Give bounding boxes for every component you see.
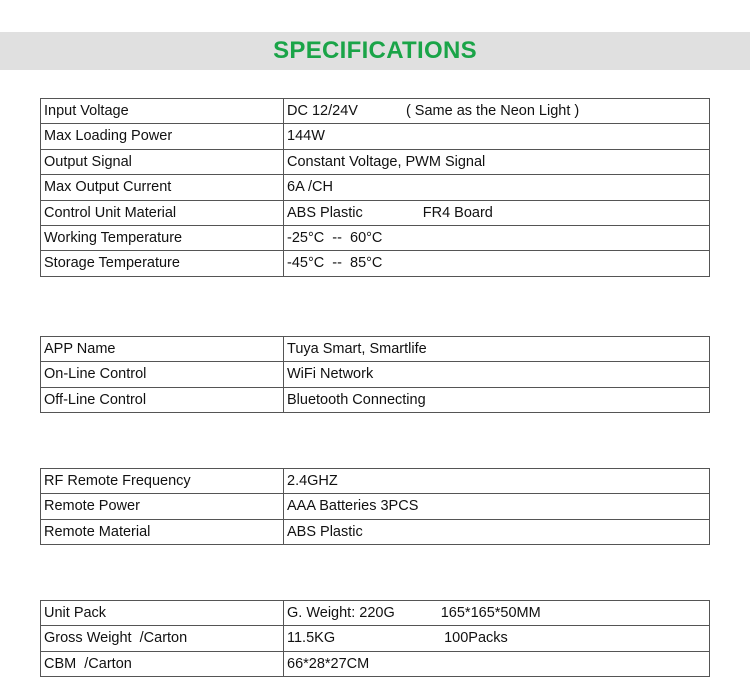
table-row [41,494,710,519]
table-row [41,626,710,651]
spec-label: RF Remote Frequency [41,469,284,494]
spec-value: 11.5KG [287,630,336,647]
page-title: SPECIFICATIONS [273,37,477,64]
table-row [41,99,710,124]
table-row [41,251,710,276]
spec-value: Tuya Smart, Smartlife [284,337,710,362]
spec-label: Input Voltage [41,99,284,124]
spec-value: Bluetooth Connecting [284,387,710,412]
table-row [41,175,710,200]
spec-value: -25°C -- 60°C [284,225,710,250]
table-row [41,200,710,225]
spec-label: Max Loading Power [41,124,284,149]
spec-value: Constant Voltage, PWM Signal [284,149,710,174]
spec-label: Control Unit Material [41,200,284,225]
table-row [41,124,710,149]
table-row [41,337,710,362]
spec-label: Working Temperature [41,225,284,250]
spec-label: Max Output Current [41,175,284,200]
spec-value-secondary: ( Same as the Neon Light ) [405,102,580,119]
spec-label: APP Name [41,337,284,362]
table-row [41,519,710,544]
spec-value: DC 12/24V [287,102,358,119]
spec-label: Remote Power [41,494,284,519]
table-row [41,362,710,387]
spec-value: 144W [284,124,710,149]
spec-value-cell [284,601,710,626]
spec-label: Output Signal [41,149,284,174]
spec-value-secondary: 100Packs [444,630,508,647]
spec-value: G. Weight: 220G [287,604,395,621]
spec-label: Remote Material [41,519,284,544]
spec-value-cell [284,99,710,124]
spec-value: 66*28*27CM [284,651,710,676]
packing-spec-table [40,600,710,677]
spec-value-secondary: 165*165*50MM [440,604,541,621]
table-row [41,651,710,676]
spec-value: ABS Plastic [287,204,363,221]
app-control-table [40,336,710,413]
electrical-spec-table [40,98,710,277]
spec-value: 6A /CH [284,175,710,200]
spec-label: Off-Line Control [41,387,284,412]
spec-label: On-Line Control [41,362,284,387]
spec-value: AAA Batteries 3PCS [284,494,710,519]
spec-value-secondary: FR4 Board [422,204,493,221]
header-bar [0,32,750,70]
spec-value: -45°C -- 85°C [284,251,710,276]
spec-label: CBM /Carton [41,651,284,676]
spec-value-cell [284,200,710,225]
spec-value: WiFi Network [284,362,710,387]
spec-label: Unit Pack [41,601,284,626]
spec-value: ABS Plastic [284,519,710,544]
table-row [41,225,710,250]
table-row [41,387,710,412]
table-row [41,469,710,494]
spec-label: Gross Weight /Carton [41,626,284,651]
table-row [41,601,710,626]
spec-value-cell [284,626,710,651]
table-row [41,149,710,174]
remote-spec-table [40,468,710,545]
spec-label: Storage Temperature [41,251,284,276]
spec-value: 2.4GHZ [284,469,710,494]
